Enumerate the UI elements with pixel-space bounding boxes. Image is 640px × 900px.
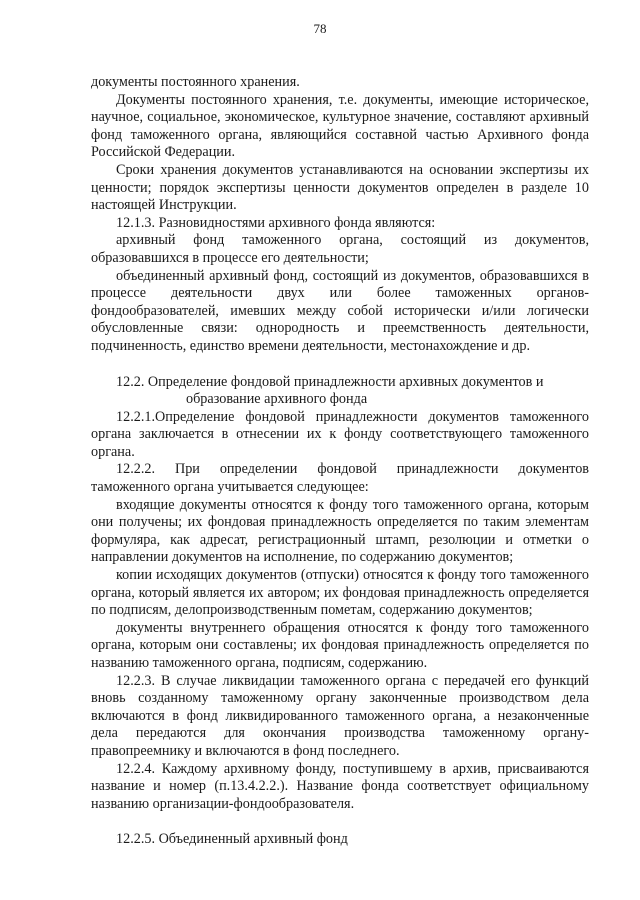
paragraph: документы внутреннего обращения относятся к фонду того таможенного органа, которым они составлены; их фондовая принадлежность определяется по названию таможенного органа, подписям, содержанию.	[91, 619, 589, 671]
paragraph: документы постоянного хранения.	[91, 74, 300, 90]
section-heading-line-2: образование архивного фонда	[186, 391, 368, 408]
paragraph: входящие документы относятся к фонду того таможенного органа, которым они получены; их фондовая принадлежность определяется по таким элементам формуляра, как адресат, регистрационный штамп, резолюции и отметки о направлении документов на исполнение, по содержанию документов;	[91, 496, 589, 566]
subsection-heading: 12.2.5. Объединенный архивный фонд	[116, 831, 348, 848]
section-heading	[91, 374, 589, 409]
paragraph: Сроки хранения документов устанавливаются на основании экспертизы их ценности; порядок экспертизы ценности документов определен в разделе 10 настоящей Инструкции.	[91, 161, 589, 214]
document-body	[91, 74, 589, 849]
spacer	[91, 356, 589, 374]
paragraph: архивный фонд таможенного органа, состоящий из документов, образовавшихся в процессе его деятельности;	[91, 232, 589, 266]
page-number: 78	[313, 21, 327, 36]
spacer	[91, 813, 589, 831]
paragraph: 12.2.1.Определение фондовой принадлежности документов таможенного органа заключается в отнесении их к фонду соответствующего таможенного органа.	[91, 408, 589, 460]
section-heading-line-1: 12.2. Определение фондовой принадлежности архивных документов и	[116, 373, 544, 390]
paragraph: Документы постоянного хранения, т.е. документы, имеющие историческое, научное, социальное, экономическое, культурное значение, составляют архивный фонд таможенного органа, являющийся составной частью Архивного фонда Российской Федерации.	[91, 91, 589, 161]
paragraph: 12.2.3. В случае ликвидации таможенного органа с передачей его функций вновь созданному таможенному органу законченные производством дела включаются в фонд ликвидированного таможенного органа, а незаконченные дела передаются для окончания производства таможенному органу-правопреемнику и включаются в фонд последнего.	[91, 672, 589, 759]
paragraph: 12.1.3. Разновидностями архивного фонда являются:	[116, 214, 436, 231]
paragraph: объединенный архивный фонд, состоящий из документов, образовавшихся в процессе деятельности двух или более таможенных органов- фондообразователей, имевших между собой исторически и/или логически обусловленные связи: однородность и преемственность деятельности, подчиненность, единство времени деятельности, местонахождение и др.	[91, 267, 589, 354]
paragraph: 12.2.2. При определении фондовой принадлежности документов таможенного органа учитывается следующее:	[91, 461, 589, 496]
paragraph: 12.2.4. Каждому архивному фонду, поступившему в архив, присваиваются название и номер (п.13.4.2.2.). Название фонда соответствует официальному названию организации-фондообразователя.	[91, 760, 589, 812]
paragraph: копии исходящих документов (отпуски) относятся к фонду того таможенного органа, который является их автором; их фондовая принадлежность определяется по подписям, делопроизводственным пометам, содержанию документов;	[91, 567, 589, 619]
